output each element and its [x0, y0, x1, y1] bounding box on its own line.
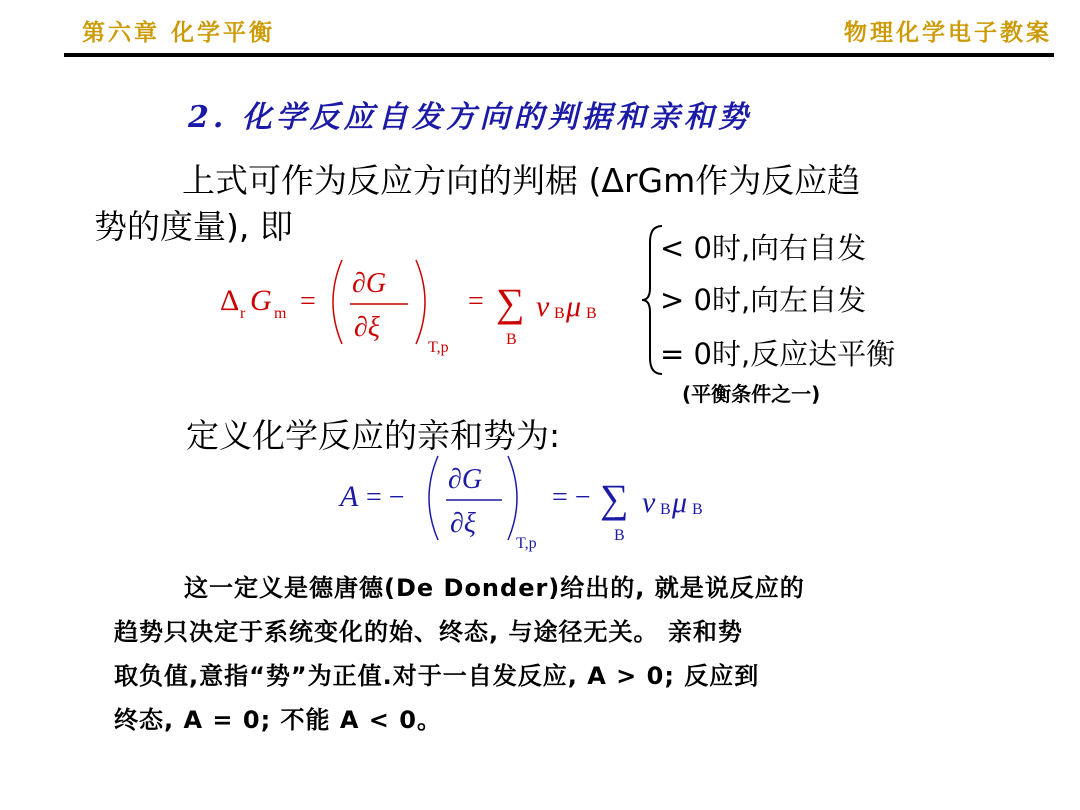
tp-subscript: T,p: [428, 339, 449, 356]
intro-line-1: 上式可作为反应方向的判椐 (ΔrGm作为反应趋: [182, 161, 861, 200]
nu-symbol: ν: [536, 290, 550, 323]
sum-subscript-2: B: [614, 527, 625, 544]
explanation-paragraph: [114, 566, 1008, 742]
mu-symbol-2: μ: [672, 486, 688, 519]
case-zero: = 0时,反应达平衡: [660, 337, 896, 371]
equals-1: =: [300, 286, 316, 317]
explanation-line-3: 取负值,意指“势”为正值.对于一自发反应, A > 0; 反应到: [114, 662, 760, 690]
left-paren: [333, 260, 342, 344]
chapter-header: 第六章 化学平衡: [82, 20, 276, 46]
delta-r-sub: r: [240, 305, 246, 322]
right-paren: [416, 260, 425, 344]
mu-symbol: μ: [566, 290, 582, 323]
equals-2: =: [468, 286, 484, 317]
case-negative: < 0时,向右自发: [660, 231, 867, 265]
case-positive: > 0时,向左自发: [660, 283, 867, 317]
a-symbol: A: [340, 480, 359, 513]
gibbs-formula: [220, 252, 620, 362]
tp-subscript-2: T,p: [516, 535, 537, 552]
course-header: 物理化学电子教案: [844, 20, 1052, 46]
equals-minus-2: = −: [552, 482, 591, 513]
m-sub: m: [274, 305, 287, 322]
nu-subscript-2: B: [660, 501, 671, 518]
delta-symbol: Δ: [220, 284, 240, 317]
nu-symbol-2: ν: [642, 486, 656, 519]
g-symbol: G: [250, 284, 272, 317]
partial-g: ∂G: [352, 268, 387, 299]
equilibrium-note: (平衡条件之一): [682, 382, 821, 406]
section-title: 2. 化学反应自发方向的判据和亲和势: [188, 100, 752, 135]
mu-subscript: B: [586, 305, 597, 322]
header-divider: [64, 53, 1054, 57]
partial-g-2: ∂G: [448, 464, 483, 495]
mu-subscript-2: B: [692, 501, 703, 518]
equals-minus-1: = −: [366, 482, 405, 513]
sum-symbol-2: ∑: [600, 476, 629, 521]
explanation-line-4: 终态, A = 0; 不能 A < 0。: [114, 706, 442, 734]
partial-xi: ∂ξ: [354, 312, 380, 343]
right-paren-2: [508, 456, 517, 540]
affinity-definition: 定义化学反应的亲和势为:: [186, 416, 561, 455]
sum-symbol: ∑: [496, 280, 525, 325]
left-paren-2: [429, 456, 438, 540]
explanation-line-2: 趋势只决定于系统变化的始、终态, 与途径无关。 亲和势: [114, 618, 743, 646]
partial-xi-2: ∂ξ: [450, 508, 476, 539]
intro-line-2: 势的度量), 即: [94, 207, 293, 246]
explanation-line-1: 这一定义是德唐德(De Donder)给出的, 就是说反应的: [184, 574, 805, 602]
nu-subscript: B: [554, 305, 565, 322]
sum-subscript: B: [506, 331, 517, 348]
affinity-formula: [330, 448, 750, 558]
